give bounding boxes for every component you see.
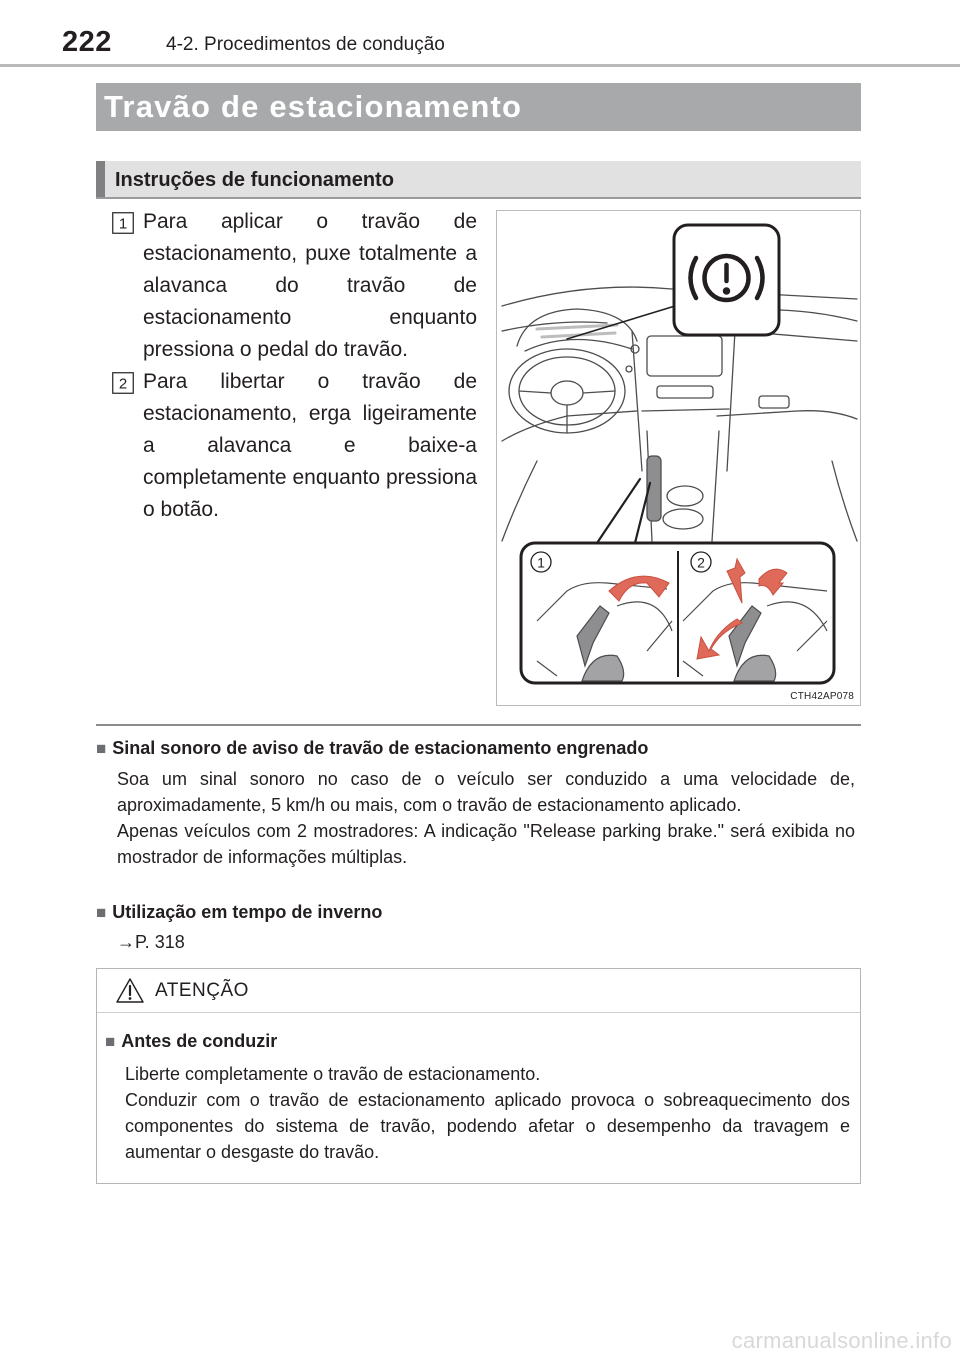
separator-rule (96, 724, 861, 726)
watermark: carmanualsonline.info (731, 1328, 952, 1353)
note-2-title: Utilização em tempo de inverno (112, 902, 383, 922)
square-bullet-icon: ■ (96, 903, 107, 922)
figure-code: CTH42AP078 (790, 691, 854, 702)
step-1-text: Para aplicar o travão de estacionamento, puxe totalmente a alavanca do travão de estacionamento enquanto pressiona o pedal do travão. (143, 210, 477, 361)
warning-triangle-icon (115, 977, 145, 1004)
callout-number-1: 1 (537, 554, 545, 571)
warning-box (96, 968, 861, 1184)
subheading: Instruções de funcionamento (115, 169, 394, 191)
figure-parking-brake (496, 210, 861, 706)
warning-label: ATENÇÃO (155, 980, 249, 1001)
step-1-number-icon (112, 212, 134, 234)
parking-brake-illustration (497, 211, 862, 707)
subheading-bar (96, 161, 861, 199)
header-rule (0, 64, 960, 67)
warning-heading (105, 1031, 277, 1052)
step-2 (112, 366, 477, 526)
step-1-number: 1 (118, 215, 128, 233)
note-1-heading (96, 738, 648, 759)
note-1-body (117, 766, 855, 870)
note-2-body (117, 929, 855, 955)
step-1 (112, 206, 477, 366)
warning-title: Antes de conduzir (121, 1031, 278, 1051)
note-2-heading (96, 902, 382, 923)
step-2-number-icon (112, 372, 134, 394)
warning-body (125, 1061, 850, 1165)
warning-header (97, 969, 860, 1013)
step-2-text: Para libertar o travão de estacionamento, erga ligeiramente a alavanca e baixe-a completamente enquanto pressiona o botão. (143, 370, 477, 521)
warning-paragraph-1: Liberte completamente o travão de estacionamento. (125, 1064, 541, 1084)
note-1-title: Sinal sonoro de aviso de travão de estacionamento engrenado (112, 738, 649, 758)
note-1-paragraph-1: Soa um sinal sonoro no caso de o veículo ser conduzido a uma velocidade de, aproximadamente, 5 km/h ou mais, com o travão de estacionamento aplicado. (117, 769, 855, 815)
square-bullet-icon: ■ (105, 1032, 116, 1051)
step-2-number: 2 (118, 375, 128, 393)
subheading-marker (96, 161, 105, 199)
page-number: 222 (62, 26, 112, 58)
note-2-page-reference: →P. 318 (117, 932, 185, 952)
subheading-underline (96, 197, 861, 199)
page-title: Travão de estacionamento (104, 89, 523, 124)
warning-paragraph-2: Conduzir com o travão de estacionamento aplicado provoca o sobreaquecimento dos componentes do sistema de travão, podendo afetar o desempenho da travagem e aumentar o desgaste do travão. (125, 1090, 850, 1162)
note-1-paragraph-2: Apenas veículos com 2 mostradores: A indicação "Release parking brake." será exibida no mostrador de informações múltiplas. (117, 821, 855, 867)
callout-number-2: 2 (697, 554, 705, 571)
square-bullet-icon: ■ (96, 739, 107, 758)
section-reference: 4-2. Procedimentos de condução (166, 34, 445, 55)
title-bar (96, 83, 861, 131)
